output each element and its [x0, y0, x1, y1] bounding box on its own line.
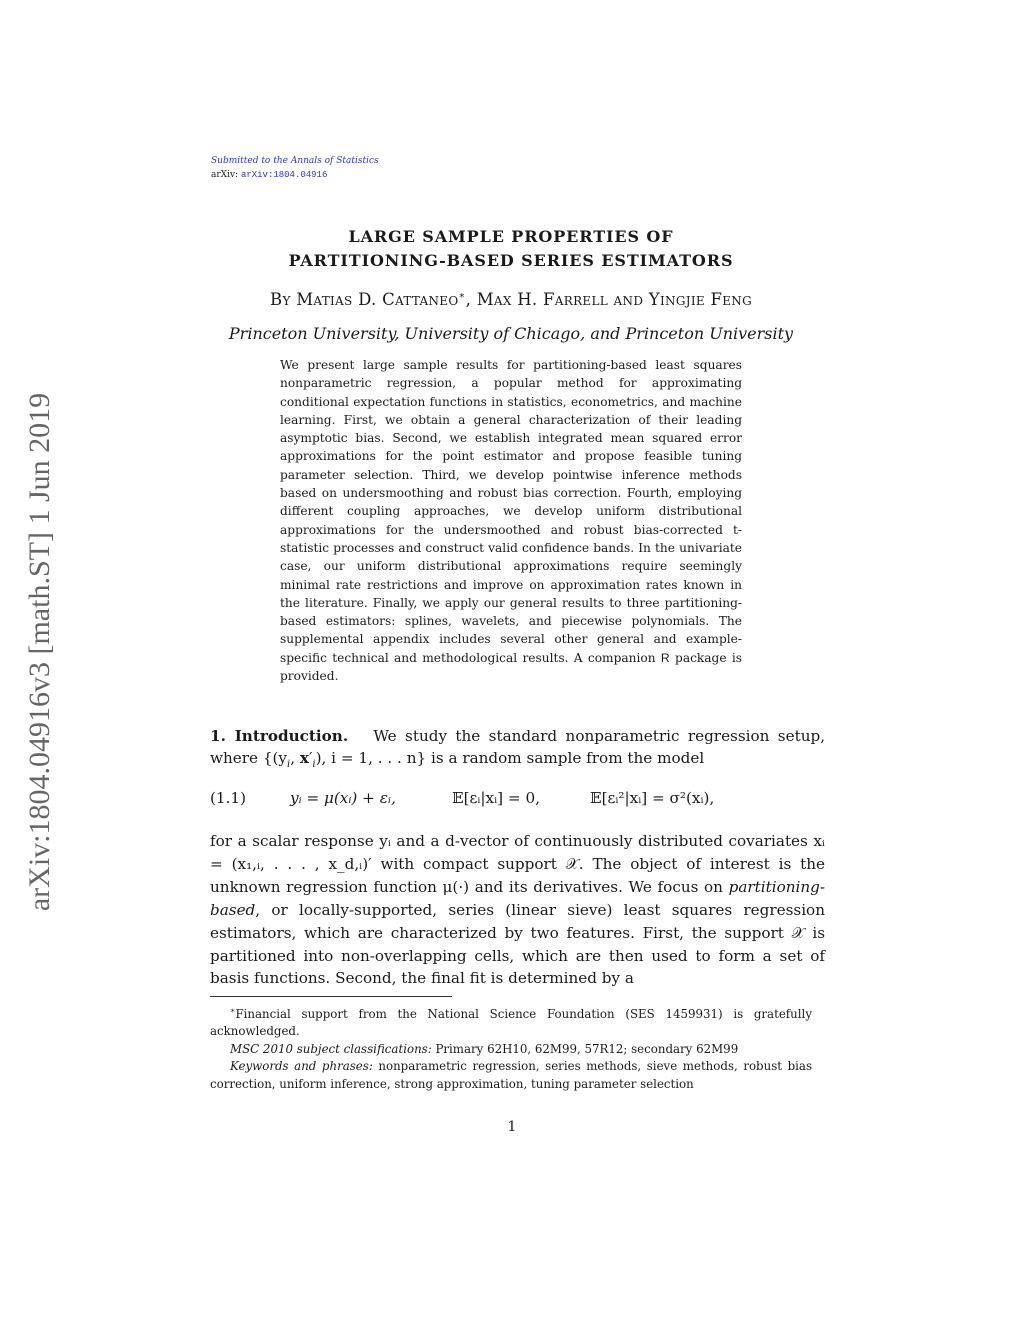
- author-list: [211, 290, 811, 309]
- equation-part-1: yᵢ = μ(xᵢ) + εᵢ,: [290, 789, 396, 807]
- arxiv-id-link[interactable]: arXiv:1804.04916: [240, 170, 328, 180]
- funding-footnote: [210, 1002, 812, 1041]
- body-text-1: for a scalar response yᵢ and a d-vector of continuously distributed covariates xᵢ = (x₁,ᵢ, . . . , x_d,ᵢ)′ with compact support 𝒳. The object of interest is the unknown regression function μ(·) and its derivatives. We focus on: [210, 832, 825, 896]
- arxiv-prefix: arXiv:: [211, 170, 241, 180]
- body-paragraph: [210, 830, 825, 990]
- authors-rest: , Max H. Farrell and Yingjie Feng: [465, 290, 752, 309]
- title-line-1: LARGE SAMPLE PROPERTIES OF: [348, 227, 674, 246]
- footnote-rule: [210, 996, 452, 997]
- page-number: 1: [507, 1119, 517, 1135]
- r-software-name: R: [660, 650, 670, 665]
- arxiv-side-stamp: arXiv:1804.04916v3 [math.ST] 1 Jun 2019: [23, 392, 56, 912]
- keywords: [210, 1058, 812, 1093]
- abstract: [280, 356, 742, 685]
- equation-part-3: 𝔼[εᵢ²|xᵢ] = σ²(xᵢ),: [590, 789, 715, 807]
- intro-paragraph: 1. Introduction. We study the standard nonparametric regression setup, where {($y_i$, $x'_i$), i = 1, . . . n} is a random sample from the model: [210, 727, 826, 771]
- intro-text-2: ), i = 1, . . . n} is a random sample from the model: [315, 749, 705, 767]
- equation-part-2: 𝔼[εᵢ|xᵢ] = 0,: [452, 789, 540, 807]
- authors-prefix: By Matias D. Cattaneo: [270, 290, 459, 309]
- paper-title: [211, 225, 811, 273]
- msc-classification: [210, 1041, 812, 1059]
- title-line-2: PARTITIONING-BASED SERIES ESTIMATORS: [288, 251, 734, 270]
- footnotes: [210, 1002, 812, 1093]
- section-heading: 1. Introduction.: [210, 727, 349, 745]
- arxiv-line: [211, 170, 327, 180]
- abstract-end: package is provided.: [280, 650, 743, 684]
- keywords-label: Keywords and phrases:: [230, 1059, 373, 1074]
- body-text-2: , or locally-supported, series (linear sieve) least squares regression estimators, which are characterized by two features. First, the support 𝒳 is partitioned into non-overlapping cells, which are then used to form a set of basis functions. Second, the final fit is determined by a: [210, 900, 825, 988]
- body-emphasis: partitioning-based: [210, 877, 825, 919]
- msc-codes: Primary 62H10, 62M99, 57R12; secondary 62M99: [431, 1041, 739, 1056]
- journal-note[interactable]: Submitted to the Annals of Statistics: [211, 156, 379, 166]
- funding-text: Financial support from the National Science Foundation (SES 1459931) is gratefully acknowledged.: [210, 1006, 812, 1039]
- msc-label: MSC 2010 subject classifications:: [230, 1041, 432, 1056]
- footnote-mark[interactable]: ∗: [458, 290, 466, 302]
- footnote-mark: ∗: [230, 1006, 236, 1015]
- affiliations: Princeton University, University of Chicago, and Princeton University: [228, 324, 794, 343]
- keywords-text: nonparametric regression, series methods, sieve methods, robust bias correction, uniform inference, strong approximation, tuning parameter selection: [210, 1059, 812, 1091]
- equation-number: (1.1): [210, 789, 247, 807]
- abstract-text: We present large sample results for partitioning-based least squares nonparametric regression, a popular method for approximating conditional expectation functions in statistics, econometrics, and machine learning. First, we obtain a general characterization of their leading asymptotic bias. Second, we establish integrated mean squared error approximations for the point estimator and propose feasible tuning parameter selection. Third, we develop pointwise inference methods based on undersmoothing and robust bias correction. Fourth, employing different coupling approaches, we develop uniform distributional approximations for the undersmoothed and robust bias-corrected t-statistic processes and construct valid confidence bands. In the univariate case, our uniform distributional approximations require seemingly minimal rate restrictions and improve on approximation rates known in the literature. Finally, we apply our general results to three partitioning-based estimators: splines, wavelets, and piecewise polynomials. The supplemental appendix includes several other general and example-specific technical and methodological results. A companion: [280, 358, 742, 665]
- intro-text-1: We study the standard nonparametric regression setup, where {(y: [210, 727, 826, 767]
